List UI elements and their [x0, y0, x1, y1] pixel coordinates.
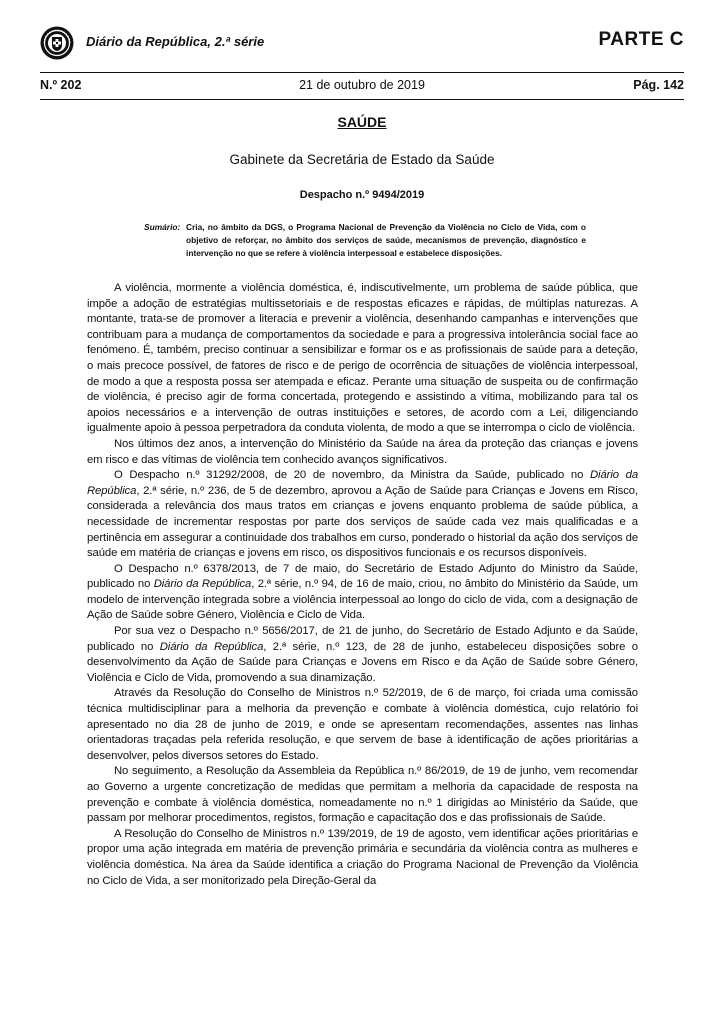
- issue-date: 21 de outubro de 2019: [299, 78, 425, 92]
- section-title: SAÚDE: [337, 114, 387, 130]
- despacho-title: Despacho n.º 9494/2019: [299, 189, 425, 201]
- office-title: Gabinete da Secretária de Estado da Saúde: [229, 152, 495, 167]
- paragraph: [87, 562, 638, 624]
- summary-block: [144, 221, 586, 261]
- page-number: Pág. 142: [633, 78, 684, 92]
- paragraph: [87, 624, 638, 686]
- paragraph-text: , 2.ª série, n.º 236, de 5 de dezembro, aprovou a Ação de Saúde para Crianças e Jovens em Risco, considerada a relevância dos maus tratos em crianças e jovens enquanto problema de saúde pública, a necessidade de incrementar respostas por parte dos serviços de saúde cada vez mais qualificadas e a pertinência em assegurar a continuidade dos trabalhos em curso, ponderado o historial da ação dos serviços de saúde em matéria de crianças e jovens em risco, os dispositivos funcionais e os recursos disponíveis.: [87, 484, 638, 560]
- paragraph-text: O Despacho n.º 31292/2008, de 20 de novembro, da Ministra da Saúde, publicado no: [114, 469, 590, 482]
- page-header: [40, 26, 684, 64]
- paragraph-text: , 2.ª série, n.º 123, de 28 de junho, estabeleceu disposições sobre o desenvolvimento da Ação de Saúde para Crianças e Jovens em Risco e da Ação de Saúde sobre Género, Violência e Ciclo de Vida, promovendo a sua dinamização.: [87, 640, 638, 684]
- paragraph: A violência, mormente a violência doméstica, é, indiscutivelmente, um problema de saúde pública, que impõe a adoção de estratégias multissetoriais e de respostas eficazes e rápidas, de múltiplas naturezas. A montante, trata-se de promover a literacia e prevenir a violência, desenhando campanhas e intervenções que contribuam para a mudança de comportamentos da sociedade e para a progressiva intolerância social face ao fenómeno. É, também, preciso continuar a sensibilizar e formar os e as profissionais de saúde para a deteção, o mais precoce possível, de fatores de risco e de perigo de ocorrência de situações de violência interpessoal, de modo a que a resposta possa ser atempada e eficaz. Perante uma situação de suspeita ou de confirmação de violência, é preciso agir de forma concertada, protegendo e assistindo a vítima, mobilizando para tal os apoios necessários e a intervenção de outras instituições e setores, de acordo com a Lei, diligenciando igualmente apoio à pessoa perpetradora da conduta violenta, de modo a que se interrompa o ciclo de violência.: [87, 282, 638, 435]
- journal-reference: Diário da República: [159, 640, 264, 653]
- paragraph: No seguimento, a Resolução da Assembleia da República n.º 86/2019, de 19 de junho, vem recomendar ao Governo a urgente concretização de medidas que permitam a melhoria da capacidade de resposta na prevenção e combate à violência doméstica, nomeadamente no n.º 1 dirigidas ao Ministério da Saúde, que passam por melhorar procedimentos, registos, formação e capacitação dos e das profissionais de Saúde.: [87, 765, 638, 825]
- paragraph-text: Por sua vez o Despacho n.º 5656/2017, de 21 de junho, do Secretário de Estado Adjunto e da Saúde, publicado no: [87, 625, 638, 653]
- paragraph: Através da Resolução do Conselho de Ministros n.º 52/2019, de 6 de março, foi criada uma comissão técnica multidisciplinar para a melhoria da prevenção e combate à violência doméstica, cujo relatório foi apresentado no dia 28 de junho de 2019, e onde se apresentam recomendações, assentes nas linhas orientadoras traçadas pela referida resolução, e que servem de base à identificação de ações prioritárias a desenvolver, pelos diversos setores do Estado.: [87, 687, 638, 762]
- part-label: PARTE C: [598, 29, 684, 50]
- republic-seal-icon: [40, 26, 74, 60]
- paragraph: A Resolução do Conselho de Ministros n.º 139/2019, de 19 de agosto, vem identificar ações prioritárias e propor uma ação integrada em matéria de prevenção primária e secundária da violência contra as mulheres e violência doméstica. Na área da Saúde identifica a criação do Programa Nacional de Prevenção da Violência no Ciclo de Vida, a ser monitorizado pela Direção-Geral da: [87, 827, 638, 887]
- issue-number: N.º 202: [40, 78, 82, 92]
- paragraph: [87, 468, 638, 562]
- paragraph: Nos últimos dez anos, a intervenção do Ministério da Saúde na área da proteção das crianças e jovens em risco e das vítimas de violência tem conhecido avanços significativos.: [87, 437, 638, 466]
- paragraph-text: , 2.ª série, n.º 94, de 16 de maio, criou, no âmbito do Ministério da Saúde, um modelo de intervenção integrada sobre a violência interpessoal ao longo do ciclo de vida, com a designação de Ação de Saúde sobre Género, Violência e Ciclo de Vida.: [87, 578, 638, 622]
- summary-label: Sumário:: [144, 222, 181, 232]
- journal-reference: Diário da República: [153, 578, 252, 591]
- summary-text: Cria, no âmbito da DGS, o Programa Nacional de Prevenção da Violência no Ciclo de Vida, com o objetivo de reforçar, no âmbito dos serviços de saúde, mecanismos de prevenção, diagnóstico e intervenção no que se refere à violência interpessoal e estabelece disposições.: [186, 222, 586, 259]
- journal-title: Diário da República, 2.ª série: [86, 34, 265, 49]
- paragraph-text: O Despacho n.º 6378/2013, de 7 de maio, do Secretário de Estado Adjunto do Ministro da Saúde, publicado no: [87, 562, 638, 591]
- issue-meta-bar: [40, 72, 684, 100]
- journal-reference: Diário da República: [87, 469, 638, 497]
- document-body: [87, 281, 638, 889]
